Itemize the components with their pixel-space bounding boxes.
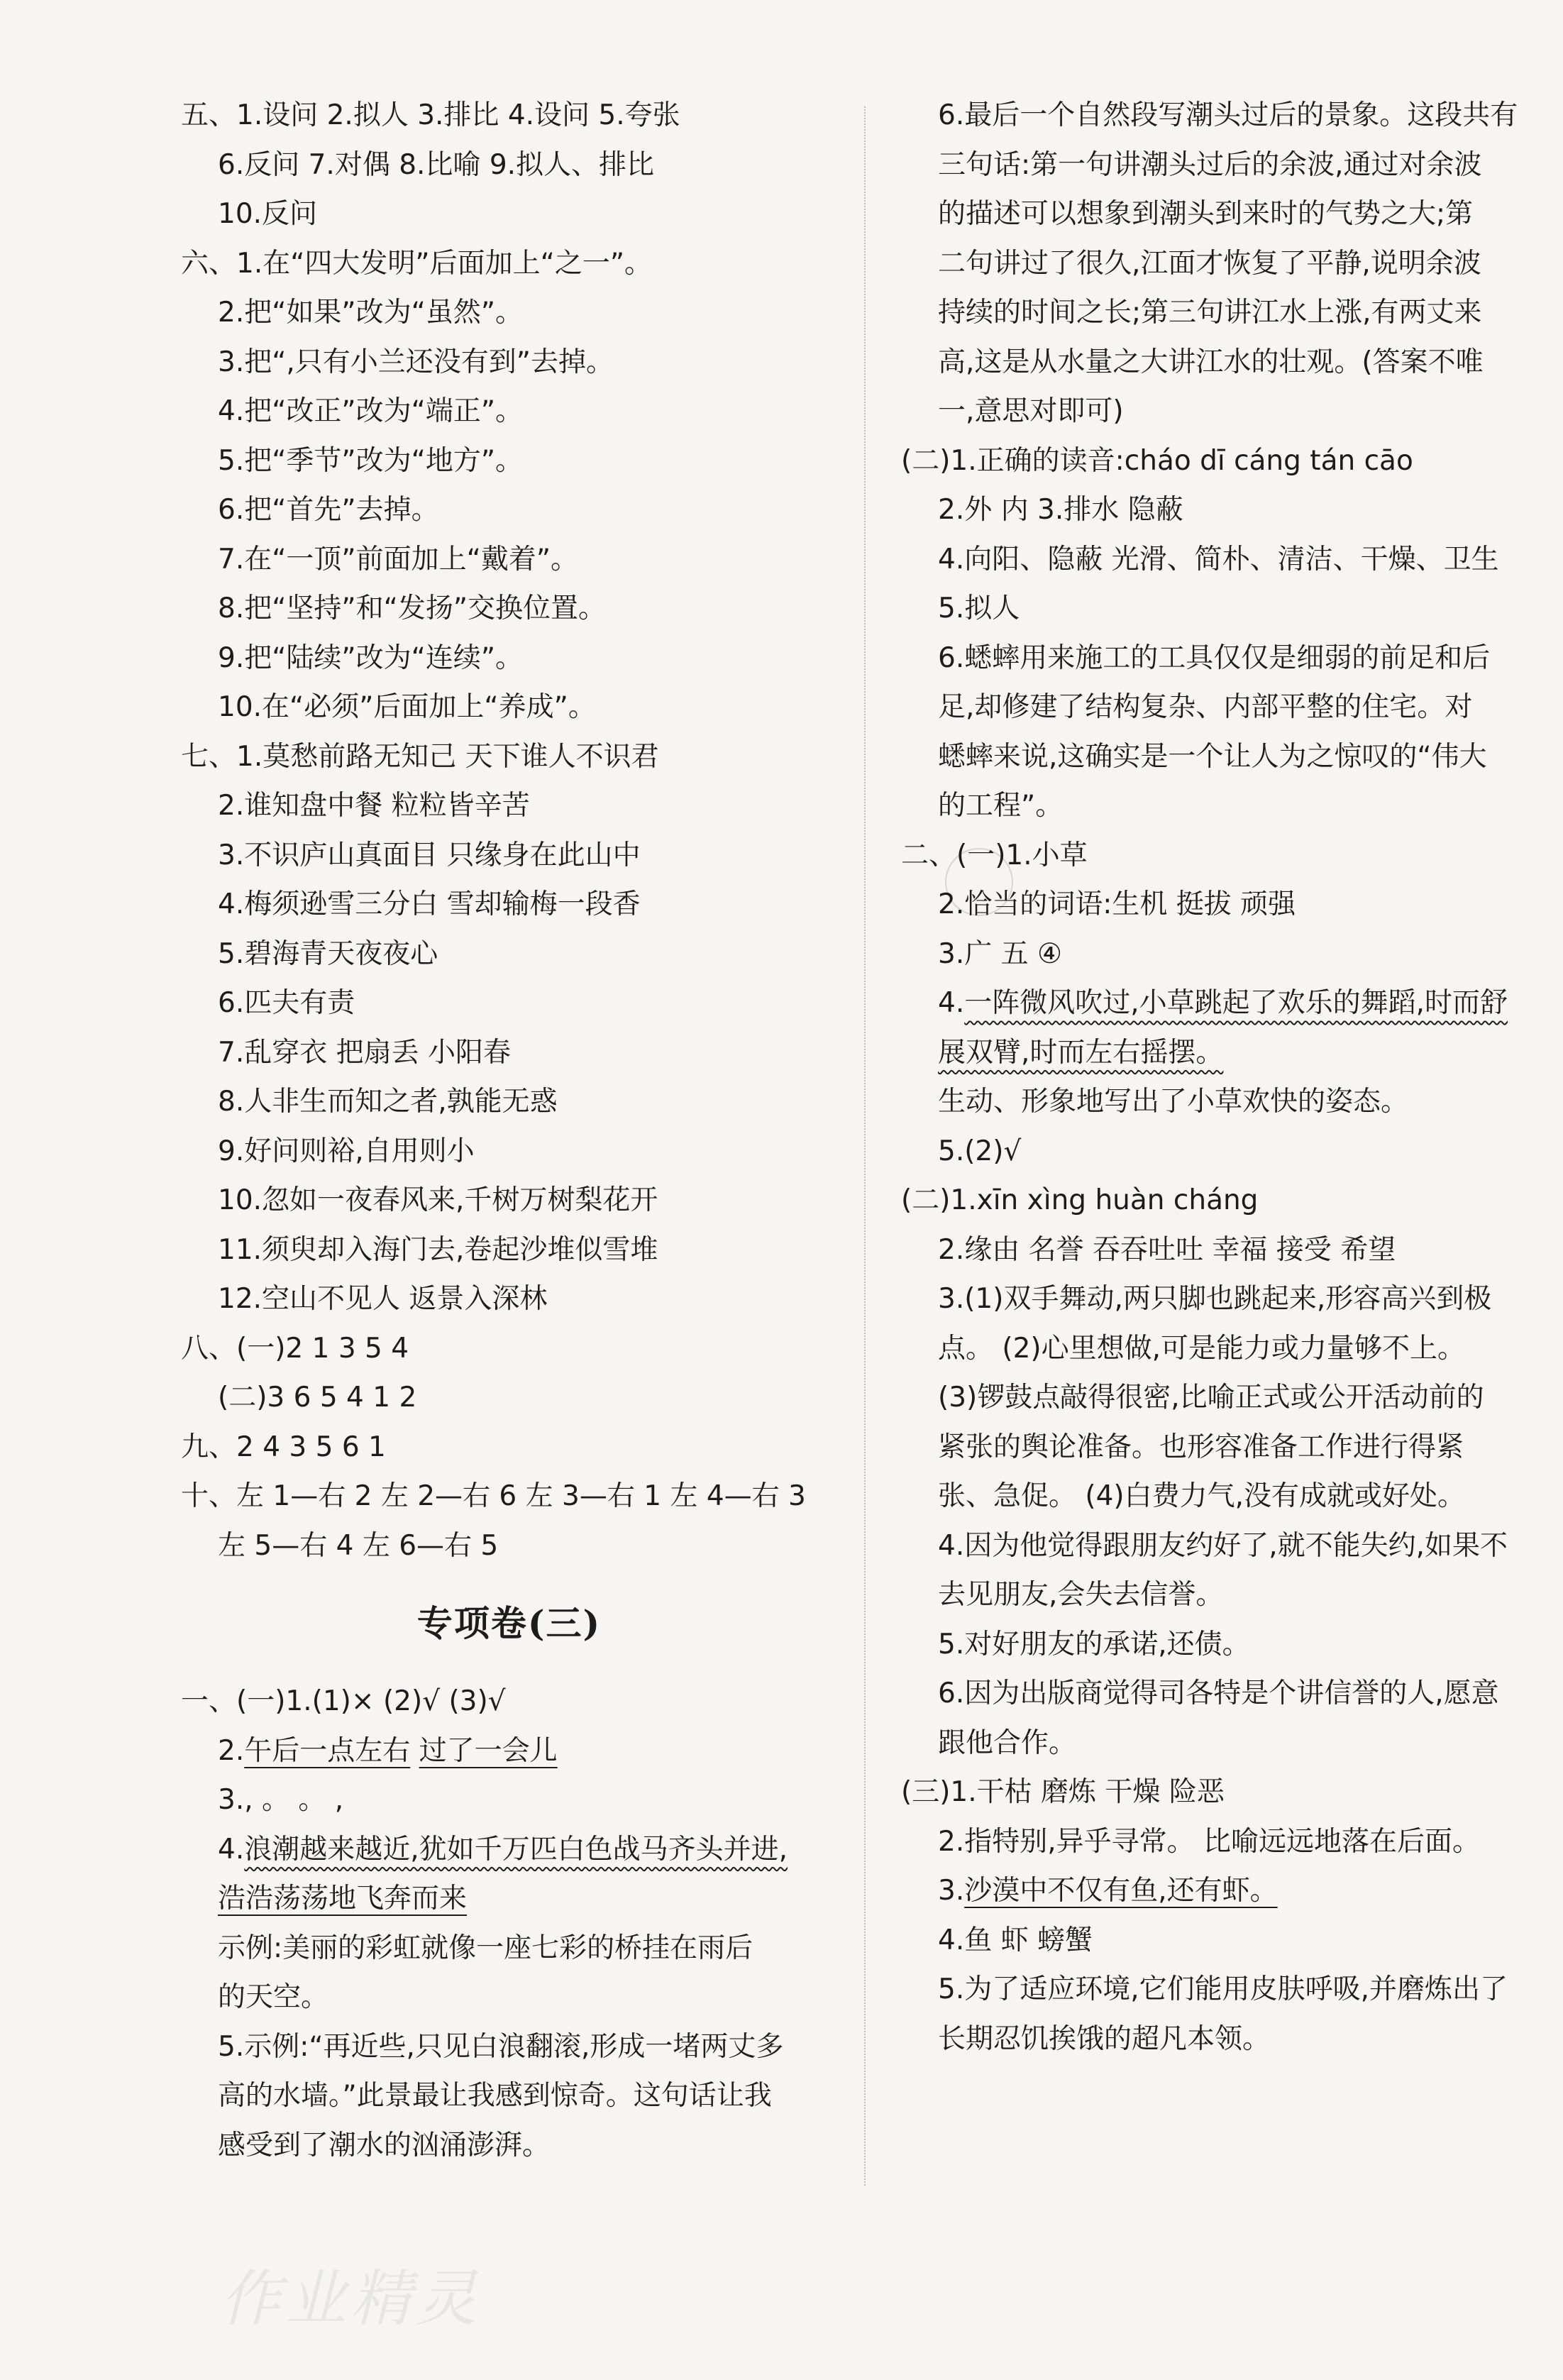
answer-line: 一、(一)1.(1)× (2)√ (3)√ <box>181 1685 506 1717</box>
underlined-text: 展双臂,时而左右摇摆。 <box>938 1036 1224 1069</box>
answer-line: 11.须臾却入海门去,卷起沙堆似雪堆 <box>218 1233 658 1266</box>
underlined-text: 午后一点左右 <box>244 1734 411 1767</box>
answer-line: 示例:美丽的彩虹就像一座七彩的桥挂在雨后 <box>218 1932 753 1964</box>
answer-line: 7.乱穿衣 把扇丢 小阳春 <box>218 1036 512 1069</box>
answer-line: 持续的时间之长;第三句讲江水上涨,有两丈来 <box>938 297 1482 329</box>
answer-line: 二句讲过了很久,江面才恢复了平静,说明余波 <box>938 247 1481 280</box>
answer-line: 张、急促。 (4)白费力气,没有成就或好处。 <box>938 1480 1466 1512</box>
answer-line: 3.(1)双手舞动,两只脚也跳起来,形容高兴到极 <box>938 1283 1492 1315</box>
answer-line: 五、1.设问 2.拟人 3.排比 4.设问 5.夸张 <box>181 99 680 131</box>
answer-line: 2.恰当的词语:生机 挺拔 顽强 <box>938 888 1296 920</box>
text-span <box>410 1735 419 1767</box>
answer-line: 八、(一)2 1 3 5 4 <box>181 1332 409 1365</box>
answer-line: 10.在“必须”后面加上“养成”。 <box>218 691 596 723</box>
answer-line: 4.梅须逊雪三分白 雪却输梅一段香 <box>218 888 641 920</box>
answer-line: 3.广 五 ④ <box>938 937 1062 970</box>
answer-line: (二)1.正确的读音:cháo dī cáng tán cāo <box>901 444 1413 477</box>
section-title: 专项卷(三) <box>416 1602 602 1644</box>
answer-line: 足,却修建了结构复杂、内部平整的住宅。对 <box>938 691 1473 723</box>
answer-line: 6.蟋蟀用来施工的工具仅仅是细弱的前足和后 <box>938 641 1491 674</box>
answer-line: 高的水墙。”此景最让我感到惊奇。这句话让我 <box>218 2080 772 2112</box>
left-column <box>181 91 837 2170</box>
answer-line: 2.缘由 名誉 吞吞吐吐 幸福 接受 希望 <box>938 1233 1396 1266</box>
answer-line: 12.空山不见人 返景入深林 <box>218 1283 548 1315</box>
answer-line: 的工程”。 <box>938 790 1064 822</box>
answer-line <box>901 1866 1540 1916</box>
answer-line: 的描述可以想象到潮头到来时的气势之大;第 <box>938 198 1474 230</box>
answer-line: 5.(2)√ <box>938 1135 1022 1167</box>
answer-line: (三)1.干枯 磨炼 干燥 险恶 <box>901 1776 1225 1808</box>
answer-line: 4.向阳、隐蔽 光滑、简朴、清洁、干燥、卫生 <box>938 543 1499 575</box>
answer-line: 蟋蟀来说,这确实是一个让人为之惊叹的“伟大 <box>938 740 1487 773</box>
answer-line: (3)锣鼓点敲得很密,比喻正式或公开活动前的 <box>938 1382 1484 1414</box>
answer-line: 7.在“一顶”前面加上“戴着”。 <box>218 543 579 575</box>
answer-line: 长期忍饥挨饿的超凡本领。 <box>938 2022 1271 2055</box>
text-span: 4. <box>218 1833 245 1866</box>
answer-line: 5.拟人 <box>938 593 1020 624</box>
answer-line: (二)3 6 5 4 1 2 <box>218 1382 417 1414</box>
answer-line: (二)1.xīn xìng huàn cháng <box>901 1184 1259 1216</box>
answer-line: 2.把“如果”改为“虽然”。 <box>218 297 524 329</box>
underlined-text: 浩浩荡荡地飞奔而来 <box>218 1883 468 1915</box>
answer-line: 6.把“首先”去掉。 <box>218 494 439 526</box>
answer-line: 8.把“坚持”和“发扬”交换位置。 <box>218 593 607 624</box>
text-span: 2. <box>218 1734 245 1767</box>
answer-line: 生动、形象地写出了小草欢快的姿态。 <box>938 1086 1409 1118</box>
answer-line: 6.因为出版商觉得司各特是个讲信誉的人,愿意 <box>938 1677 1499 1709</box>
answer-line: 的天空。 <box>218 1981 329 2013</box>
answer-line: 9.把“陆续”改为“连续”。 <box>218 641 524 674</box>
answer-line: 4.把“改正”改为“端正”。 <box>218 395 524 427</box>
answer-line: 10.反问 <box>218 198 318 230</box>
answer-line: 点。 (2)心里想做,可是能力或力量够不上。 <box>938 1332 1466 1365</box>
answer-line: 二、(一)1.小草 <box>901 839 1088 871</box>
answer-line: 4.因为他觉得跟朋友约好了,就不能失约,如果不 <box>938 1529 1508 1562</box>
answer-line: 七、1.莫愁前路无知己 天下谁人不识君 <box>181 740 659 773</box>
answer-line: 2.谁知盘中餐 粒粒皆辛苦 <box>218 790 530 822</box>
answer-line: 2.指特别,异乎寻常。 比喻远远地落在后面。 <box>938 1825 1481 1858</box>
answer-line: 6.匹夫有责 <box>218 987 355 1019</box>
answer-line: 8.人非生而知之者,孰能无惑 <box>218 1086 558 1118</box>
answer-line: 三句话:第一句讲潮头过后的余波,通过对余波 <box>938 148 1482 181</box>
answer-line: 5.示例:“再近些,只见白浪翻滚,形成一堵两丈多 <box>218 2030 784 2063</box>
answer-line <box>181 1874 837 1924</box>
answer-line: 六、1.在“四大发明”后面加上“之一”。 <box>181 247 653 280</box>
answer-line: 2.外 内 3.排水 隐蔽 <box>938 494 1183 526</box>
answer-line: 高,这是从水量之大讲江水的壮观。(答案不唯 <box>938 346 1484 378</box>
answer-line <box>181 1825 837 1875</box>
answer-line: 紧张的舆论准备。也形容准备工作进行得紧 <box>938 1431 1464 1463</box>
answer-line: 3., 。 。 , <box>218 1784 344 1816</box>
answer-line: 5.对好朋友的承诺,还债。 <box>938 1628 1250 1660</box>
answer-line: 去见朋友,会失去信誉。 <box>938 1579 1224 1611</box>
underlined-text: 过了一会儿 <box>419 1734 558 1767</box>
answer-line <box>181 1726 837 1776</box>
answer-line: 一,意思对即可) <box>938 395 1124 427</box>
answer-line <box>901 979 1540 1028</box>
answer-line: 跟他合作。 <box>938 1726 1077 1759</box>
watermark-text: 作业精灵 <box>220 2264 481 2335</box>
underlined-text: 一阵微风吹过,小草跳起了欢乐的舞蹈,时而舒 <box>964 987 1508 1019</box>
right-column <box>901 91 1540 2064</box>
column-divider <box>864 106 866 2186</box>
answer-line: 4.鱼 虾 螃蟹 <box>938 1924 1093 1956</box>
answer-line: 5.为了适应环境,它们能用皮肤呼吸,并磨炼出了 <box>938 1973 1508 2005</box>
answer-line: 5.碧海青天夜夜心 <box>218 937 438 970</box>
answer-line: 九、2 4 3 5 6 1 <box>181 1431 386 1463</box>
answer-line: 9.好问则裕,自用则小 <box>218 1135 475 1167</box>
answer-line: 十、左 1—右 2 左 2—右 6 左 3—右 1 左 4—右 3 <box>181 1480 806 1512</box>
answer-line: 感受到了潮水的汹涌澎湃。 <box>218 2129 551 2161</box>
answer-line: 6.最后一个自然段写潮头过后的景象。这段共有 <box>938 99 1518 131</box>
answer-line: 3.把“,只有小兰还没有到”去掉。 <box>218 346 614 378</box>
underlined-text: 沙漠中不仅有鱼,还有虾。 <box>964 1875 1278 1907</box>
answer-line <box>901 1028 1540 1078</box>
answer-line: 3.不识庐山真面目 只缘身在此山中 <box>218 839 641 871</box>
answer-line: 5.把“季节”改为“地方”。 <box>218 444 524 477</box>
answer-line: 10.忽如一夜春风来,千树万树梨花开 <box>218 1184 658 1216</box>
text-span: 4. <box>938 987 965 1019</box>
answer-line: 6.反问 7.对偶 8.比喻 9.拟人、排比 <box>218 148 655 181</box>
underlined-text: 浪潮越来越近,犹如千万匹白色战马齐头并进, <box>244 1833 788 1866</box>
text-span: 3. <box>938 1875 965 1907</box>
answer-line: 左 5—右 4 左 6—右 5 <box>218 1529 499 1562</box>
